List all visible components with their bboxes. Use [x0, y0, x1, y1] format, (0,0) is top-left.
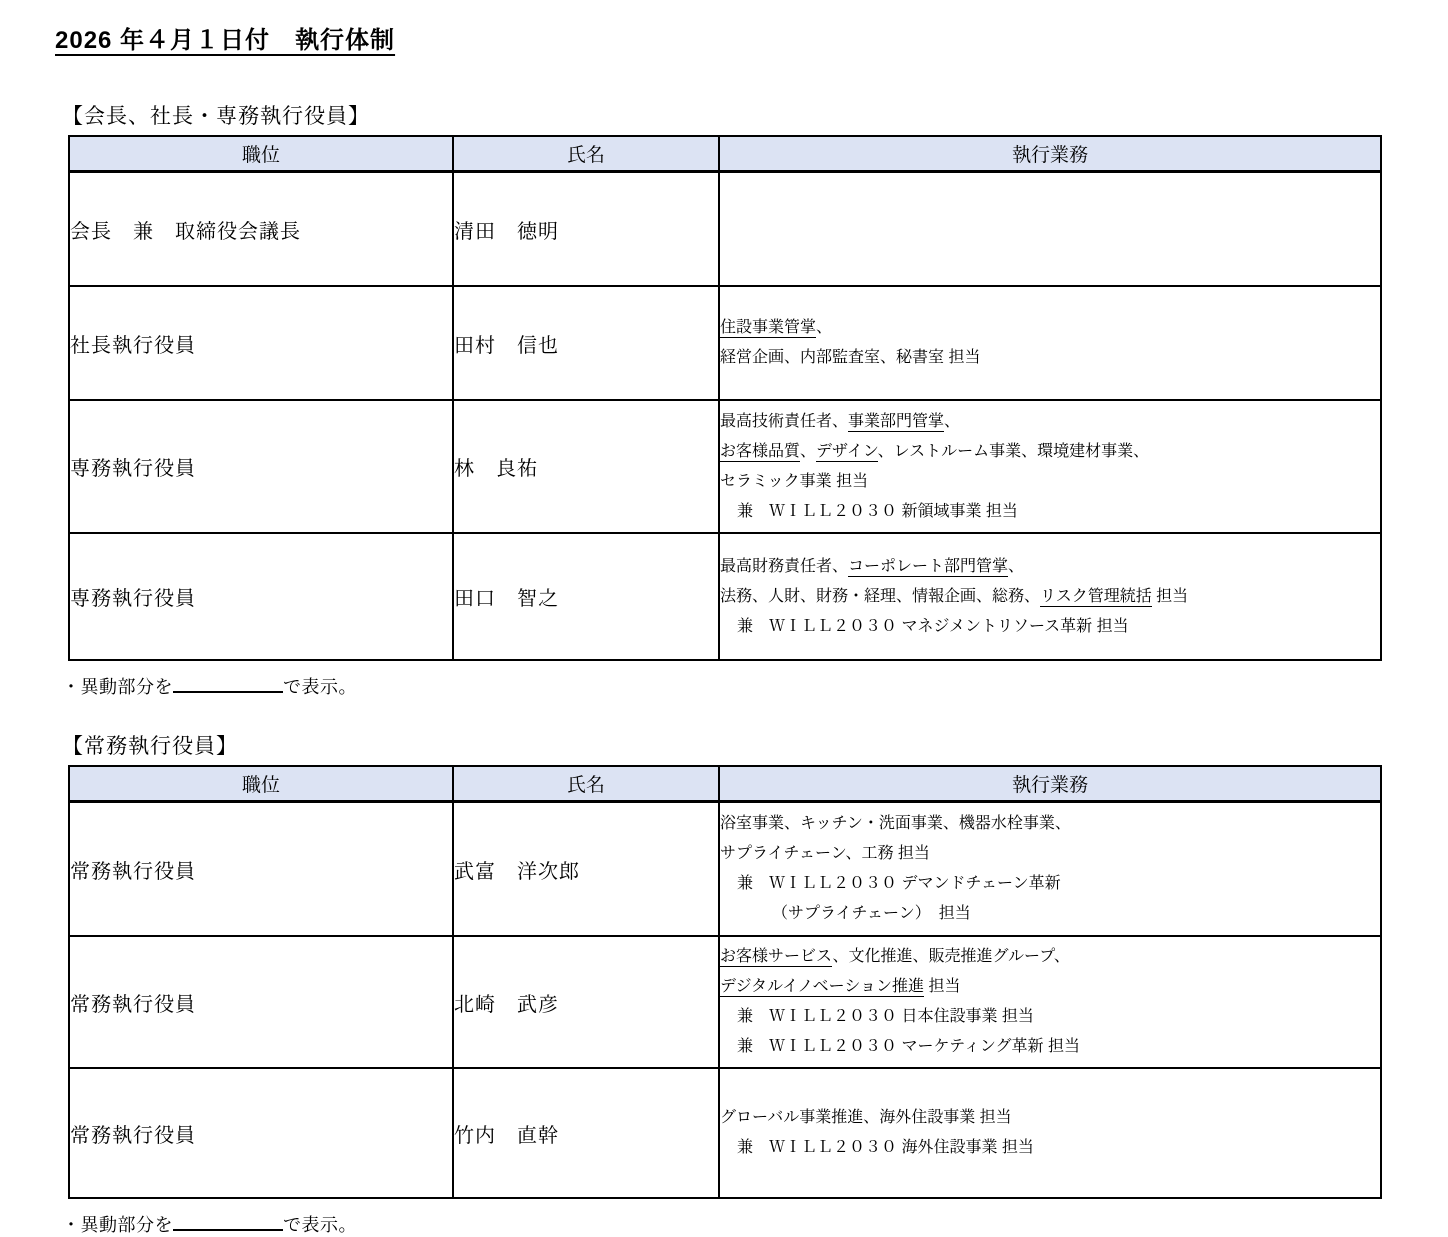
duty-line: [720, 437, 1380, 467]
duty-line: [720, 1002, 1380, 1032]
section-heading: 【常務執行役員】: [62, 735, 238, 758]
duty-line: [720, 467, 1380, 497]
name-cell: 田村 信也: [453, 286, 719, 400]
duty-line: [720, 612, 1380, 642]
changed-duty-text: お客様サービス: [720, 948, 833, 965]
duty-line: [720, 497, 1380, 527]
table-row: [69, 533, 1381, 660]
duty-line: [720, 343, 1380, 373]
col-header-position: 職位: [69, 136, 453, 172]
section-chairman-president-senior: [62, 100, 1382, 699]
table-header-row: [69, 766, 1381, 802]
position-cell: 会長 兼 取締役会議長: [69, 172, 453, 287]
col-header-duties: 執行業務: [719, 136, 1381, 172]
page-title: 2026 年４月１日付 執行体制: [55, 27, 396, 54]
duty-text: 兼 ＷＩＬＬ２０３０ 日本住設事業 担当: [737, 1008, 1034, 1025]
duty-line: [720, 582, 1380, 612]
name-cell: 田口 智之: [453, 533, 719, 660]
note-prefix: ・異動部分を: [62, 677, 173, 697]
name-cell: 武富 洋次郎: [453, 802, 719, 937]
duty-line: [720, 313, 1380, 343]
duty-line: [720, 1103, 1380, 1133]
duty-line: [720, 809, 1380, 839]
changed-duty-text: コーポレート部門管掌: [848, 557, 1009, 575]
duty-text: 、: [800, 442, 817, 460]
duty-text: セラミック事業 担当: [720, 472, 869, 490]
col-header-position: 職位: [69, 766, 453, 802]
changed-duty-text: デザイン: [816, 442, 878, 460]
duty-line: [720, 972, 1380, 1002]
officers-table: [68, 765, 1382, 1199]
duty-text: 浴室事業、キッチン・洗面事業、機器水栓事業、: [720, 815, 1071, 832]
name-cell: 林 良祐: [453, 400, 719, 533]
duty-line: [720, 942, 1380, 972]
note-prefix: ・異動部分を: [62, 1215, 173, 1235]
duty-text: 担当: [1151, 587, 1189, 605]
duties-cell: [719, 936, 1381, 1068]
change-note: [62, 1211, 1382, 1237]
note-blank-underline: [173, 673, 283, 693]
position-cell: 常務執行役員: [69, 1068, 453, 1198]
changed-duty-text: デジタルイノベーション推進: [720, 978, 925, 995]
duties-cell: [719, 400, 1381, 533]
duty-text: 、文化推進、販売推進グループ、: [832, 948, 1070, 965]
change-note: [62, 673, 1382, 699]
table-row: [69, 936, 1381, 1068]
changed-duty-text: お客様品質: [720, 442, 801, 460]
changed-duty-text: 事業部門管掌: [848, 412, 945, 430]
note-suffix: で表示。: [283, 1215, 357, 1235]
changed-duty-text: 住設事業管掌: [720, 319, 817, 336]
duties-cell: [719, 286, 1381, 400]
position-cell: 専務執行役員: [69, 400, 453, 533]
duty-text: 、レストルーム事業、環境建材事業、: [877, 442, 1150, 460]
duty-text: 経営企画、内部監査室、秘書室 担当: [720, 349, 981, 366]
section-managing-officers: [62, 730, 1382, 1237]
duty-text: サプライチェーン、工務 担当: [720, 845, 930, 862]
name-cell: 北崎 武彦: [453, 936, 719, 1068]
name-cell: 清田 徳明: [453, 172, 719, 287]
col-header-name: 氏名: [453, 766, 719, 802]
duty-line: [720, 1133, 1380, 1163]
position-cell: 常務執行役員: [69, 936, 453, 1068]
col-header-duties: 執行業務: [719, 766, 1381, 802]
duty-text: 、: [944, 412, 961, 430]
duty-text: （サプライチェーン） 担当: [772, 905, 971, 922]
duty-text: 兼 ＷＩＬＬ２０３０ マネジメントリソース革新 担当: [737, 617, 1129, 635]
duty-line: [720, 899, 1380, 929]
duties-cell: [719, 533, 1381, 660]
position-cell: 社長執行役員: [69, 286, 453, 400]
duty-line: [720, 1032, 1380, 1062]
table-row: [69, 1068, 1381, 1198]
col-header-name: 氏名: [453, 136, 719, 172]
duty-text: 兼 ＷＩＬＬ２０３０ 海外住設事業 担当: [737, 1139, 1034, 1156]
duty-text: 最高技術責任者、: [720, 412, 849, 430]
note-blank-underline: [173, 1211, 283, 1231]
duty-text: 、: [1008, 557, 1025, 575]
table-header-row: [69, 136, 1381, 172]
duty-text: 兼 ＷＩＬＬ２０３０ マーケティング革新 担当: [737, 1038, 1080, 1055]
duty-line: [720, 552, 1380, 582]
section-heading: 【会長、社長・専務執行役員】: [62, 105, 370, 128]
officers-table: [68, 135, 1382, 661]
duty-text: 最高財務責任者、: [720, 557, 849, 575]
name-cell: 竹内 直幹: [453, 1068, 719, 1198]
duties-cell: [719, 802, 1381, 937]
position-cell: 常務執行役員: [69, 802, 453, 937]
note-suffix: で表示。: [283, 677, 357, 697]
duty-text: 、: [816, 319, 833, 336]
duty-text: 兼 ＷＩＬＬ２０３０ 新領域事業 担当: [737, 502, 1018, 520]
duty-line: [720, 407, 1380, 437]
duty-line: [720, 869, 1380, 899]
changed-duty-text: リスク管理統括: [1040, 587, 1152, 605]
table-row: [69, 400, 1381, 533]
position-cell: 専務執行役員: [69, 533, 453, 660]
duty-text: 法務、人財、財務・経理、情報企画、総務、: [720, 587, 1041, 605]
duty-line: [720, 839, 1380, 869]
table-row: [69, 172, 1381, 287]
duty-text: 兼 ＷＩＬＬ２０３０ デマンドチェーン革新: [737, 875, 1061, 892]
duty-text: グローバル事業推進、海外住設事業 担当: [720, 1109, 1012, 1126]
duties-cell: [719, 1068, 1381, 1198]
table-row: [69, 802, 1381, 937]
duty-text: 担当: [924, 978, 961, 995]
duties-cell: [719, 172, 1381, 287]
table-row: [69, 286, 1381, 400]
